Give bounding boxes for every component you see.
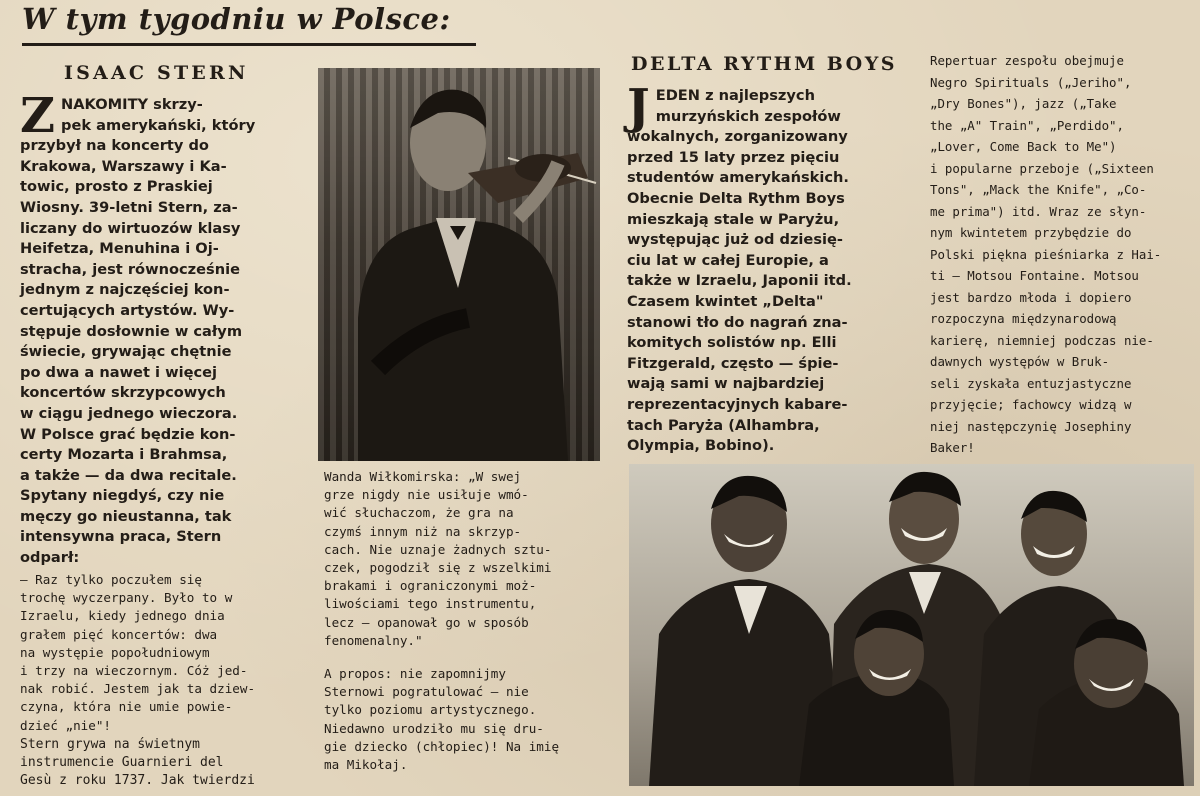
text-line: Obecnie Delta Rythm Boys [627, 189, 845, 207]
text-line: i trzy na wieczornym. Cóż jed- [20, 663, 248, 679]
text-line: Spytany niegdyś, czy nie [20, 487, 225, 505]
text-line: A propos: nie zapomnijmy [324, 666, 506, 681]
text-line: Repertuar zespołu obejmuje [930, 53, 1124, 68]
stern-quote [20, 571, 296, 735]
text-line: ciu lat w całej Europie, a [627, 251, 829, 269]
stern-article-title: ISAAC STERN [64, 62, 249, 84]
text-line: czymś innym niż na skrzyp- [324, 523, 522, 539]
page-header-title: W tym tygodniu w Polsce: [22, 2, 451, 36]
stern-congratulation-text [324, 665, 598, 774]
text-line: odparł: [20, 549, 80, 567]
text-line: Negro Spirituals („Jeriho", [930, 74, 1132, 90]
text-line: wają sami w najbardziej [627, 375, 825, 393]
delta-rythm-boys-photo [629, 464, 1194, 786]
text-line: tylko poziomu artystycznego. [324, 702, 537, 718]
text-line: koncertów skrzypcowych [20, 384, 226, 402]
text-line: czek, pogodził się z wszelkimi [324, 560, 552, 576]
text-line: Izraelu, kiedy jednego dnia [20, 608, 225, 624]
text-line: the „A" Train", „Perdido", [930, 117, 1124, 133]
text-line: przed 15 laty przez pięciu [627, 148, 840, 166]
text-line: także w Izraelu, Japonii itd. [627, 272, 852, 290]
text-line: męczy go nieustanna, tak [20, 507, 232, 525]
wilkomirska-quote [324, 468, 598, 650]
text-line: brakami i ograniczonymi moż- [324, 578, 537, 594]
text-line: dzieć „nie"! [20, 717, 111, 733]
text-line: Baker! [930, 440, 975, 455]
text-line: dawnych występów w Bruk- [930, 354, 1110, 369]
stern-instrument-text [20, 736, 296, 791]
text-line: stracha, jest równocześnie [20, 260, 241, 278]
text-line: „Dry Bones"), jazz („Take [930, 96, 1117, 111]
text-line: jest bardzo młoda i dopiero [930, 289, 1132, 305]
text-line: przybył na koncerty do [20, 137, 209, 155]
text-line: stępuje dosłownie w całym [20, 322, 243, 340]
text-line: nym kwintetem przybędzie do [930, 225, 1132, 240]
header-underline [22, 43, 476, 46]
violinist-figure [318, 68, 600, 461]
text-line: a także — da dwa recitale. [20, 466, 237, 484]
text-line: W Polsce grać będzie kon- [20, 425, 236, 443]
text-line: liczany do wirtuozów klasy [20, 219, 241, 237]
text-line: Czasem kwintet „Delta" [627, 292, 824, 310]
text-line: fenomenalny." [324, 632, 423, 648]
text-line: Fitzgerald, często — śpie- [627, 354, 839, 372]
text-line: „Lover, Come Back to Me") [930, 139, 1117, 154]
text-line: cach. Nie uznaje żadnych sztu- [324, 541, 552, 557]
text-line: ti — Motsou Fontaine. Motsou [930, 268, 1139, 283]
text-line: mieszkają stale w Paryżu, [627, 210, 840, 228]
text-line: grze nigdy nie usiłuje wmó- [324, 487, 529, 503]
delta-dropcap: J [627, 79, 650, 135]
text-line: Wiosny. 39-letni Stern, za- [20, 198, 238, 216]
text-line: grałem pięć koncertów: dwa [20, 626, 218, 642]
text-line: jednym z najczęściej kon- [20, 281, 230, 299]
text-line: Gesù z roku 1737. Jak twierdzi [20, 773, 255, 789]
text-line: rozpoczyna międzynarodową [930, 311, 1117, 326]
stern-dropcap: Z [20, 88, 56, 144]
text-line: towic, prosto z Praskiej [20, 178, 213, 196]
text-line: i popularne przeboje („Sixteen [930, 160, 1154, 176]
text-line: wić słuchaczom, że gra na [324, 505, 514, 521]
text-line: Stern grywa na świetnym [20, 737, 201, 752]
text-line: lecz — opanował go w sposób [324, 614, 529, 630]
text-line: karierę, niemniej podczas nie- [930, 332, 1154, 348]
text-line: ma Mikołaj. [324, 757, 408, 773]
text-line: me prima") itd. Wraz ze słyn- [930, 203, 1147, 219]
text-line: EDEN z najlepszych [655, 87, 815, 104]
text-line: certujących artystów. Wy- [20, 301, 235, 319]
text-line: nak robić. Jestem jak ta dziew- [20, 681, 256, 697]
text-line: po dwa a nawet i więcej [20, 363, 218, 381]
text-line: świecie, grywając chętnie [20, 343, 232, 361]
text-line: Wanda Wiłkomirska: „W swej [324, 469, 522, 484]
text-line: tach Paryża (Alhambra, [627, 416, 820, 434]
text-line: Heifetza, Menuhina i Oj- [20, 240, 219, 258]
text-line: reprezentacyjnych kabare- [627, 395, 848, 413]
text-line: Krakowa, Warszawy i Ka- [20, 157, 227, 175]
text-line: w ciągu jednego wieczora. [20, 404, 238, 422]
delta-repertoire-text [930, 50, 1195, 459]
text-line: stanowi tło do nagrań zna- [627, 313, 848, 331]
text-line: Olympia, Bobino). [627, 437, 775, 455]
text-line: komitych solistów np. Elli [627, 334, 837, 352]
text-line: NAKOMITY skrzy- [61, 96, 203, 113]
text-line: trochę wyczerpany. Było to w [20, 590, 233, 606]
violinist-photo [318, 68, 600, 461]
text-line: niej następczynię Josephiny [930, 418, 1132, 434]
text-line: Tons", „Mack the Knife", „Co- [930, 182, 1147, 197]
text-line: Polski piękna pieśniarka z Hai- [930, 246, 1162, 262]
text-line: murzyńskich zespołów [655, 107, 841, 125]
text-line: — Raz tylko poczułem się [20, 572, 202, 587]
text-line: czyna, która nie umie powie- [20, 699, 233, 715]
text-line: gie dziecko (chłopiec)! Na imię [324, 738, 560, 754]
text-line: intensywna praca, Stern [20, 528, 222, 546]
text-line: występując już od dziesię- [627, 231, 843, 249]
stern-article-body [20, 88, 295, 569]
text-line: seli zyskała entuzjastyczne [930, 375, 1132, 391]
text-line: studentów amerykańskich. [627, 169, 849, 187]
text-line: instrumencie Guarnieri del [20, 755, 224, 771]
text-line: wokalnych, zorganizowany [627, 128, 848, 146]
text-line: Niedawno urodziło mu się dru- [324, 720, 544, 736]
text-line: na występie popołudniowym [20, 644, 210, 660]
text-line: certy Mozarta i Brahmsa, [20, 446, 228, 464]
text-line: pek amerykański, który [61, 116, 256, 134]
text-line: przyjęcie; fachowcy widzą w [930, 397, 1132, 412]
text-line: liwościami tego instrumentu, [324, 596, 537, 612]
delta-article-title: DELTA RYTHM BOYS [631, 53, 897, 75]
delta-article-body [627, 79, 908, 457]
text-line: Sternowi pogratulować — nie [324, 684, 529, 700]
quintet-figures [629, 464, 1194, 786]
